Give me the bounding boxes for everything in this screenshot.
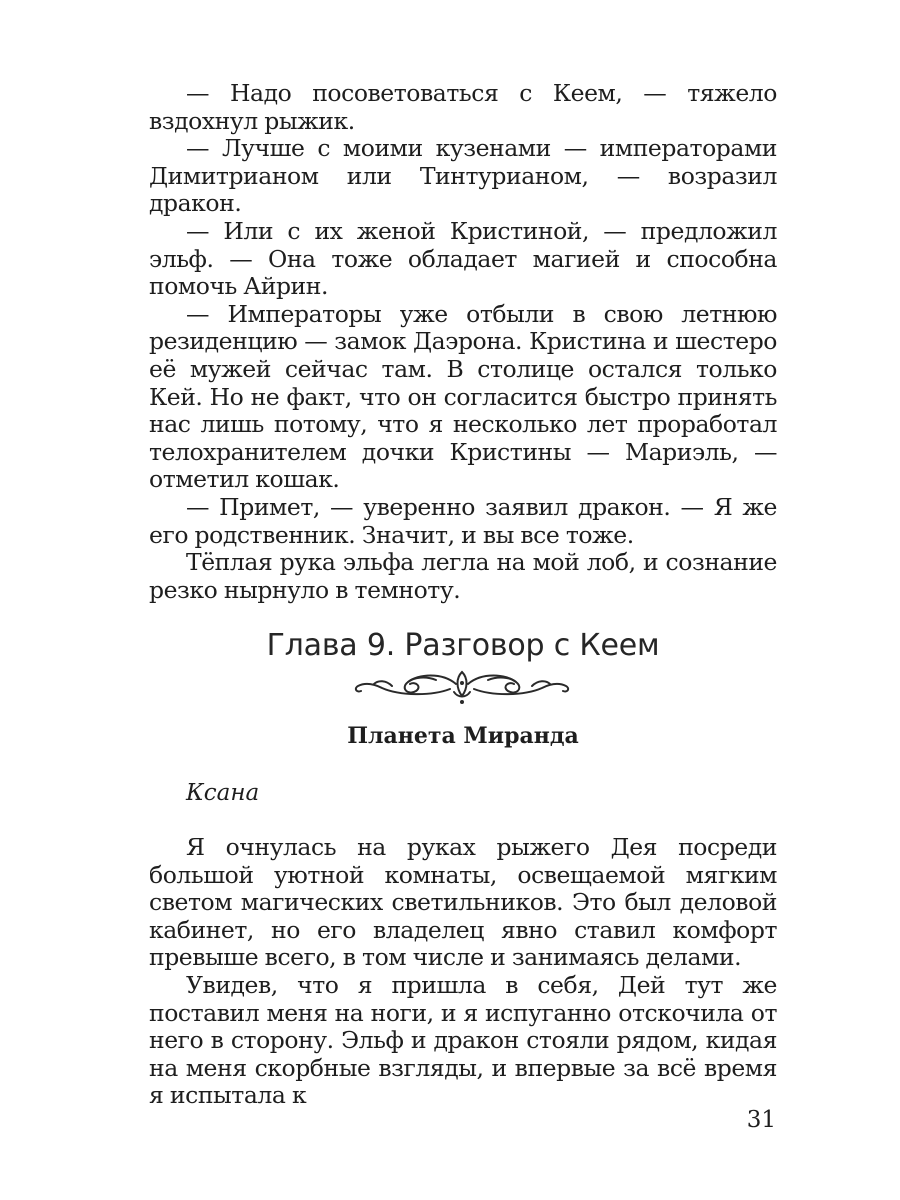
chapter-subtitle: Планета Миранда bbox=[347, 723, 579, 749]
text-block-top bbox=[149, 80, 777, 604]
page-number: 31 bbox=[746, 1107, 776, 1133]
pov-label: Ксана bbox=[186, 780, 260, 806]
paragraph: Я очнулась на руках рыжего Дея посреди большой уютной комнаты, освещаемой мягким светом магических светильников. Это был деловой кабинет, но его владелец явно ставил комфорт превыше всего, в том числе и занимаясь делами. bbox=[149, 833, 777, 972]
flourish-divider-icon bbox=[352, 666, 572, 706]
paragraph: Тёплая рука эльфа легла на мой лоб, и сознание резко нырнуло в темноту. bbox=[149, 548, 777, 604]
chapter-title: Глава 9. Разговор с Кеем bbox=[266, 628, 660, 663]
text-block-bottom bbox=[149, 834, 777, 1110]
paragraph: Увидев, что я пришла в себя, Дей тут же поставил меня на ноги, и я испуганно отскочила от него в сторону. Эльф и дракон стояли рядом, кидая на меня скорбные взгляды, и впервые за всё время я испытала к bbox=[149, 970, 777, 1110]
paragraph: — Надо посоветоваться с Кеем, — тяжело вздохнул рыжик. bbox=[149, 79, 777, 135]
paragraph: — Примет, — уверенно заявил дракон. — Я же его родственник. Значит, и вы все тоже. bbox=[149, 492, 777, 549]
paragraph: — Или с их женой Кристиной, — предложил эльф. — Она тоже обладает магией и способна помочь Айрин. bbox=[149, 216, 777, 301]
paragraph: — Лучше с моими кузенами — императорами Димитрианом или Тинтурианом, — возразил дракон. bbox=[149, 134, 777, 218]
paragraph: — Императоры уже отбыли в свою летнюю резиденцию — замок Даэрона. Кристина и шестеро её мужей сейчас там. В столице остался только Кей. Но не факт, что он согласится быстро принять нас лишь потому, что я несколько лет проработал телохранителем дочки Кристины — Мариэль, — отметил кошак. bbox=[149, 299, 777, 494]
